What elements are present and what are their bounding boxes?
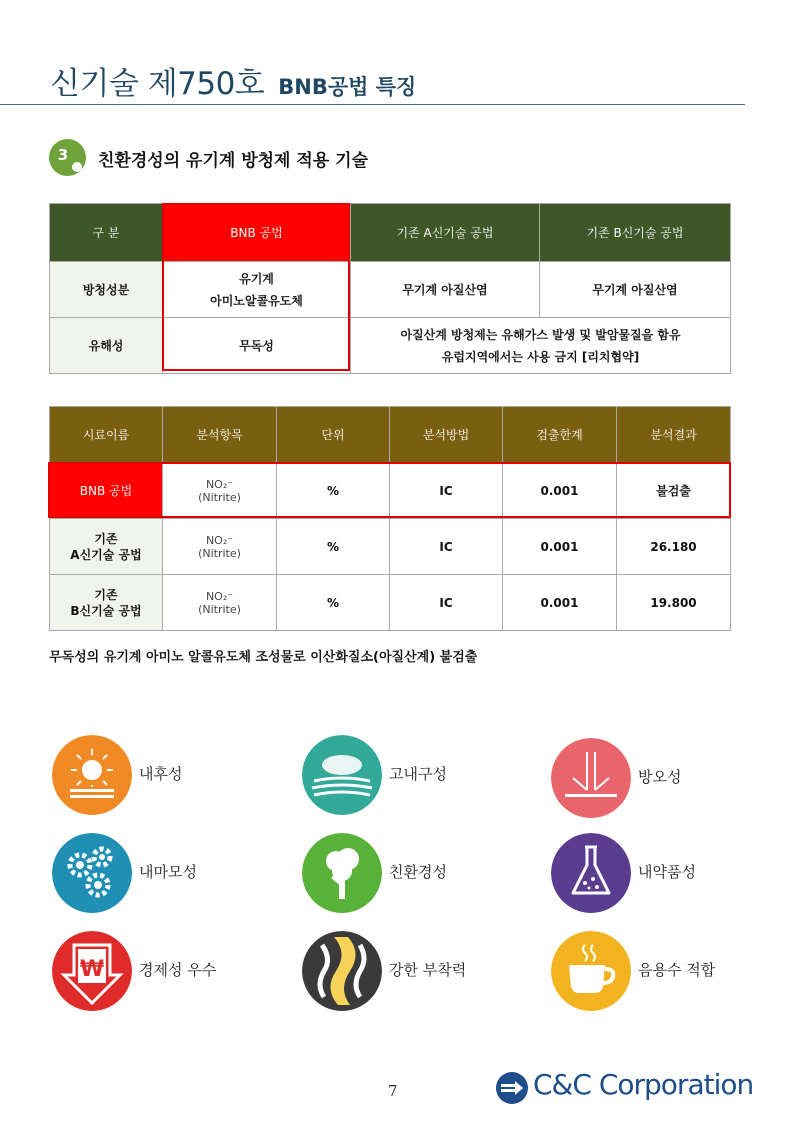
formula-name: (Nitrite) [198, 546, 241, 560]
header-method-a: 기존 A신기술 공법 [351, 204, 540, 262]
analysis-header-row [50, 407, 731, 463]
repel-icon [551, 738, 631, 818]
title-main: 신기술 제750호 [50, 66, 265, 102]
bond-icon [302, 931, 382, 1011]
sample-name-line: 기존 [94, 531, 118, 546]
formula: NO₂⁻ [205, 589, 234, 603]
badge-dot [72, 162, 82, 172]
feature-chemical-resistance [551, 833, 781, 913]
unit: % [277, 575, 390, 631]
page-number: 7 [388, 1082, 398, 1100]
comparison-header-row [50, 204, 731, 262]
cell-line: 아미노알콜유도체 [210, 293, 303, 308]
method-a-component: 무기계 아질산염 [351, 262, 540, 318]
cell-line: 유기계 [239, 271, 274, 286]
formula-name: (Nitrite) [198, 490, 241, 504]
feature-economical [52, 931, 282, 1011]
gears-icon [52, 833, 132, 913]
result: 26.180 [617, 519, 731, 575]
feature-label: 경제성 우수 [139, 961, 217, 979]
unit: % [277, 519, 390, 575]
company-name: C&C Corporation [533, 1068, 754, 1101]
title-subtitle: BNB공법 특징 [278, 75, 417, 99]
detection-limit: 0.001 [503, 519, 617, 575]
bnb-component-cell [163, 262, 351, 318]
sample-name-line: 기존 [94, 587, 118, 602]
formula: NO₂⁻ [205, 533, 234, 547]
feature-adhesion [302, 931, 532, 1011]
table-row [50, 262, 731, 318]
method: IC [390, 575, 503, 631]
bnb-toxicity: 무독성 [163, 318, 351, 374]
table-row [50, 463, 731, 519]
table-row [50, 519, 731, 575]
result: 불검출 [617, 463, 731, 519]
header-bnb: BNB 공법 [163, 204, 351, 262]
result: 19.800 [617, 575, 731, 631]
analysis-item [163, 463, 277, 519]
analysis-table [49, 406, 731, 631]
won-arrow-icon [52, 931, 132, 1011]
analysis-item [163, 519, 277, 575]
cell-line: 유럽지역에서는 사용 금지 [리치협약] [441, 349, 640, 364]
tree-icon [302, 833, 382, 913]
sample-name [50, 575, 163, 631]
formula: NO₂⁻ [205, 477, 234, 491]
header-result: 분석결과 [617, 407, 731, 463]
table-row [50, 318, 731, 374]
section-number-badge [49, 139, 86, 176]
feature-weather-resistance [52, 735, 282, 815]
sample-name-line: A신기술 공법 [70, 547, 142, 562]
header-category: 구 분 [50, 204, 163, 262]
sample-name-line: B신기술 공법 [70, 603, 142, 618]
feature-label: 친환경성 [389, 863, 447, 881]
sample-name [50, 519, 163, 575]
header-analysis-item: 분석항목 [163, 407, 277, 463]
header-detection-limit: 검출한계 [503, 407, 617, 463]
header-method-b: 기존 B신기술 공법 [540, 204, 731, 262]
feature-eco-friendly [302, 833, 532, 913]
feature-durability [302, 735, 532, 815]
unit: % [277, 463, 390, 519]
feature-label: 내후성 [139, 765, 183, 783]
layers-icon [302, 735, 382, 815]
feature-label: 내약품성 [638, 863, 696, 881]
formula-name: (Nitrite) [198, 602, 241, 616]
header-unit: 단위 [277, 407, 390, 463]
cell-line: 아질산계 방청제는 유해가스 발생 및 발암물질을 함유 [400, 327, 681, 342]
cup-icon [551, 931, 631, 1011]
feature-label: 방오성 [638, 768, 682, 786]
feature-antifouling [551, 738, 781, 818]
header-sample-name: 시료이름 [50, 407, 163, 463]
table-row [50, 575, 731, 631]
detection-limit: 0.001 [503, 575, 617, 631]
method-b-component: 무기계 아질산염 [540, 262, 731, 318]
page-title [50, 58, 416, 103]
feature-label: 음용수 적합 [638, 961, 716, 979]
section-number: 3 [57, 146, 69, 164]
section-title: 친환경성의 유기계 방청제 적용 기술 [98, 151, 369, 171]
other-toxicity-cell [351, 318, 731, 374]
method: IC [390, 519, 503, 575]
title-divider [0, 104, 745, 105]
feature-label: 강한 부착력 [389, 961, 467, 979]
svg-text:₩: ₩ [79, 957, 105, 982]
sample-name-line: BNB 공법 [79, 483, 133, 498]
company-logo-icon [495, 1071, 529, 1109]
feature-label: 내마모성 [139, 863, 197, 881]
row-label: 방청성분 [50, 262, 163, 318]
feature-potable-water [551, 931, 781, 1011]
feature-label: 고내구성 [389, 765, 447, 783]
method: IC [390, 463, 503, 519]
analysis-item [163, 575, 277, 631]
flask-icon [551, 833, 631, 913]
feature-abrasion-resistance [52, 833, 282, 913]
row-label: 유해성 [50, 318, 163, 374]
comparison-table [49, 203, 731, 374]
header-method: 분석방법 [390, 407, 503, 463]
summary-text: 무독성의 유기계 아미노 알콜유도체 조성물로 이산화질소(아질산계) 불검출 [49, 650, 478, 665]
sample-name [50, 463, 163, 519]
detection-limit: 0.001 [503, 463, 617, 519]
sun-icon [52, 735, 132, 815]
